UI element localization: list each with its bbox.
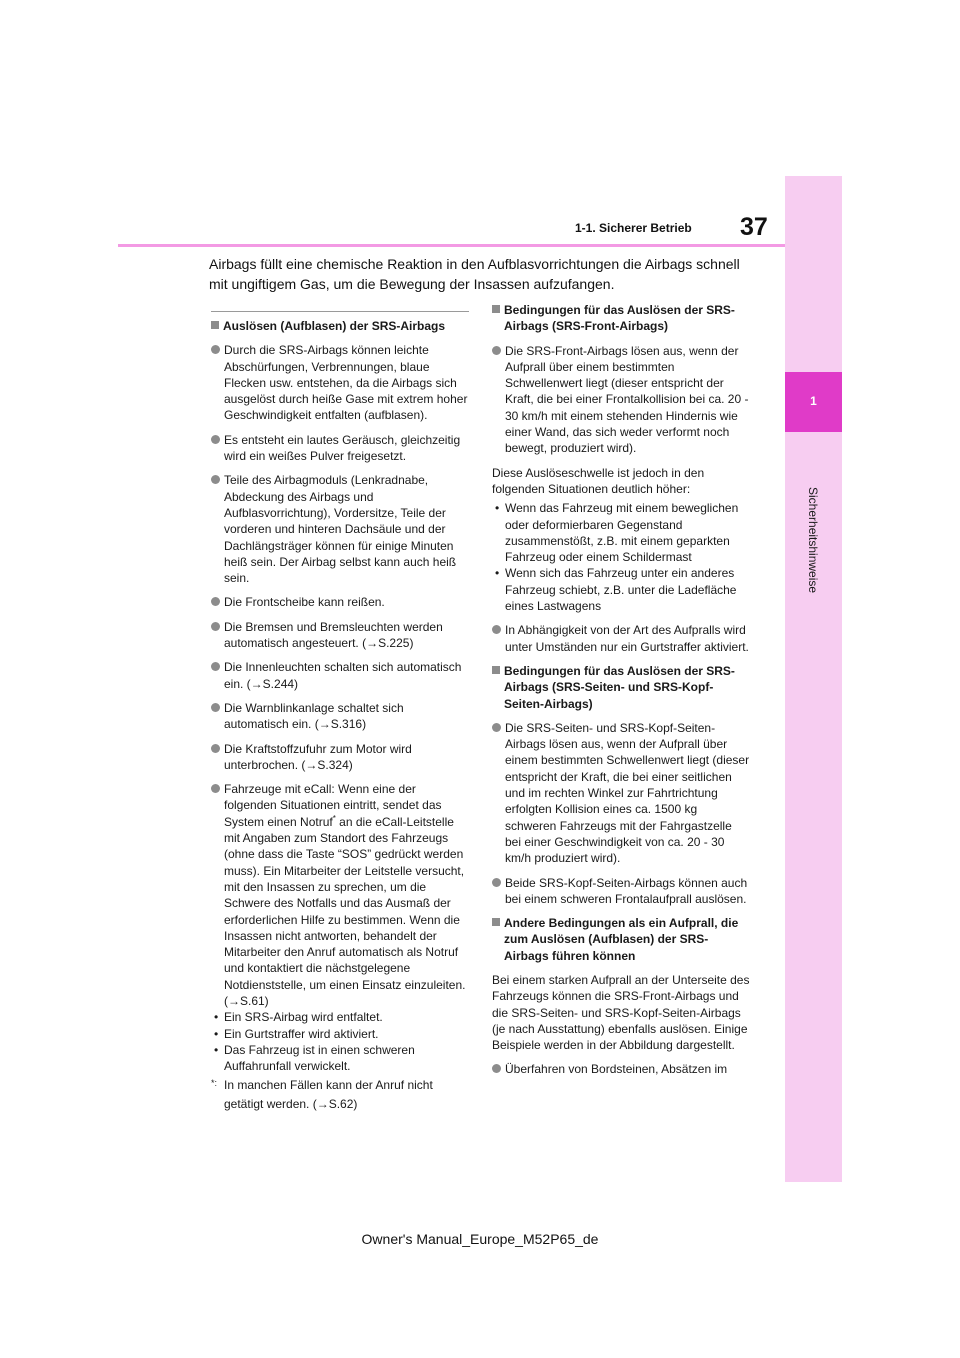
square-bullet-icon — [492, 918, 500, 926]
circle-bullet-icon — [492, 1064, 501, 1073]
circle-bullet-icon — [211, 703, 220, 712]
circle-bullet-icon — [492, 346, 501, 355]
section-title: 1-1. Sicherer Betrieb — [575, 221, 692, 235]
dash-item: • Wenn sich das Fahrzeug unter ein anderes Fahrzeug schiebt, z.B. unter die Ladefläche eines Lastwagens — [495, 566, 737, 614]
page-number: 37 — [740, 213, 768, 241]
bullet-item: Die Kraftstoffzufuhr zum Motor wird unterbrochen. (→S.324) — [211, 741, 469, 774]
section-heading: Auslösen (Aufblasen) der SRS-Airbags — [211, 318, 469, 334]
chapter-number: 1 — [810, 394, 817, 408]
bullet-item: In Abhängigkeit von der Art des Aufpralls wird unter Umständen nur ein Gurtstraffer aktiviert. — [492, 622, 750, 655]
square-bullet-icon — [211, 321, 219, 329]
bullet-item: Es entsteht ein lautes Geräusch, gleichzeitig wird ein weißes Pulver freigesetzt. — [211, 432, 469, 465]
bullet-item: Die Bremsen und Bremsleuchten werden automatisch angesteuert. (→S.225) — [211, 619, 469, 652]
bullet-item: Die Warnblinkanlage schaltet sich automatisch ein. (→S.316) — [211, 700, 469, 733]
bullet-item: Die Innenleuchten schalten sich automatisch ein. (→S.244) — [211, 659, 469, 692]
bullet-item: Überfahren von Bordsteinen, Absätzen im — [492, 1061, 750, 1077]
dash-item: • Ein Gurtstraffer wird aktiviert. — [214, 1026, 379, 1041]
circle-bullet-icon — [211, 597, 220, 606]
circle-bullet-icon — [211, 662, 220, 671]
circle-bullet-icon — [211, 345, 220, 354]
header-rule — [118, 244, 785, 247]
right-column — [492, 302, 750, 1086]
dash-item: • Ein SRS-Airbag wird entfaltet. — [214, 1010, 383, 1025]
square-bullet-icon — [492, 666, 500, 674]
section-divider — [211, 311, 469, 312]
bullet-item-ecall: Fahrzeuge mit eCall: Wenn eine der folgenden Situationen eintritt, sendet das System einen Notruf* an die eCall-Leitstelle mit Angaben zum Standort des Fahrzeugs (ohne dass die Taste “SOS” gedrückt werden muss). Ein Mitarbeiter der Leitstelle versucht, mit den Insassen zu sprechen, um die Schwere des Notfalls und das Ausmaß der erforderlichen Hilfe zu bestimmen. Wenn die Insassen nicht antworten, behandelt der Mitarbeiter den Anruf automatisch als Notruf und kontaktiert die nächstgelegene Notdienststelle, um einen Einsatz einzuleiten. (→S.61) — [211, 781, 469, 1009]
footnote: *: In manchen Fällen kann der Anruf nicht getätigt werden. (→S.62) — [211, 1078, 433, 1112]
bullet-item: Die Frontscheibe kann reißen. — [211, 594, 469, 610]
circle-bullet-icon — [211, 475, 220, 484]
paragraph: Diese Auslöseschwelle ist jedoch in den folgenden Situationen deutlich höher: — [492, 465, 705, 496]
bullet-item: Durch die SRS-Airbags können leichte Abschürfungen, Verbrennungen, blaue Flecken usw. entstehen, da die Airbags sich ausgelöst durch heiße Gase mit extrem hoher Geschwindigkeit entfalten (aufblasen). — [211, 342, 469, 423]
dash-item: • Wenn das Fahrzeug mit einem beweglichen oder deformierbaren Gegenstand zusammenstößt, z.B. mit einem geparkten Fahrzeug oder einem Schildermast — [495, 501, 739, 565]
section-heading: Bedingungen für das Auslösen der SRS-Airbags (SRS-Seiten- und SRS-Kopf-Seiten-Airbags) — [492, 663, 750, 712]
footer-manual-id: Owner's Manual_Europe_M52P65_de — [361, 1231, 599, 1247]
circle-bullet-icon — [211, 435, 220, 444]
bullet-item: Die SRS-Seiten- und SRS-Kopf-Seiten-Airbags lösen aus, wenn der Aufprall über einem bestimmten Schwellenwert liegt (dieser entspricht der Kraft, die bei einer seitlichen und im rechten Winkel zur Fahrtrichtung erfolgten Kollision eines ca. 1500 kg schweren Fahrzeugs mit der Fahrgastzelle bei einer Geschwindigkeit von ca. 20 - 30 km/h produziert wird). — [492, 720, 750, 867]
circle-bullet-icon — [211, 622, 220, 631]
circle-bullet-icon — [492, 878, 501, 887]
left-column — [211, 300, 469, 1114]
paragraph: Bei einem starken Aufprall an der Unterseite des Fahrzeugs können die SRS-Front-Airbags und die SRS-Seiten- und SRS-Kopf-Seiten-Airbags (je nach Ausstattung) ebenfalls auslösen. Einige Beispiele werden in der Abbildung dargestellt. — [492, 972, 750, 1053]
footnote-marker: * — [332, 813, 336, 823]
chapter-sidebar — [785, 176, 842, 1182]
bullet-item: Teile des Airbagmoduls (Lenkradnabe, Abdeckung des Airbags und Aufblasvorrichtung), Vordersitze, Teile der vorderen und hinteren Dachsäule und der Dachlängsträger können für einige Minuten heiß sein. Der Airbag selbst kann auch heiß sein. — [211, 472, 469, 586]
section-heading: Bedingungen für das Auslösen der SRS-Airbags (SRS-Front-Airbags) — [492, 302, 750, 335]
circle-bullet-icon — [211, 744, 220, 753]
circle-bullet-icon — [211, 784, 220, 793]
square-bullet-icon — [492, 305, 500, 313]
circle-bullet-icon — [492, 723, 501, 732]
bullet-item: Beide SRS-Kopf-Seiten-Airbags können auch bei einem schweren Frontalaufprall auslösen. — [492, 875, 750, 908]
chapter-title: Sicherheitshinweise — [806, 487, 820, 594]
chapter-number-tab — [785, 372, 842, 432]
dash-item: • Das Fahrzeug ist in einen schweren Auffahrunfall verwickelt. — [214, 1042, 415, 1074]
intro-paragraph: Airbags füllt eine chemische Reaktion in den Aufblasvorrichtungen die Airbags schnell mit ungiftigem Gas, um die Bewegung der Insassen aufzufangen. — [209, 256, 740, 292]
circle-bullet-icon — [492, 625, 501, 634]
bullet-item: Die SRS-Front-Airbags lösen aus, wenn der Aufprall über einem bestimmten Schwellenwert liegt (dieser entspricht der Kraft, die bei einer Frontalkollision bei ca. 20 - 30 km/h mit einem stehenden Hindernis wie einer Wand, das sich weder verformt noch bewegt, produziert wird). — [492, 343, 750, 457]
section-heading: Andere Bedingungen als ein Aufprall, die zum Auslösen (Aufblasen) der SRS-Airbags führen können — [492, 915, 750, 964]
